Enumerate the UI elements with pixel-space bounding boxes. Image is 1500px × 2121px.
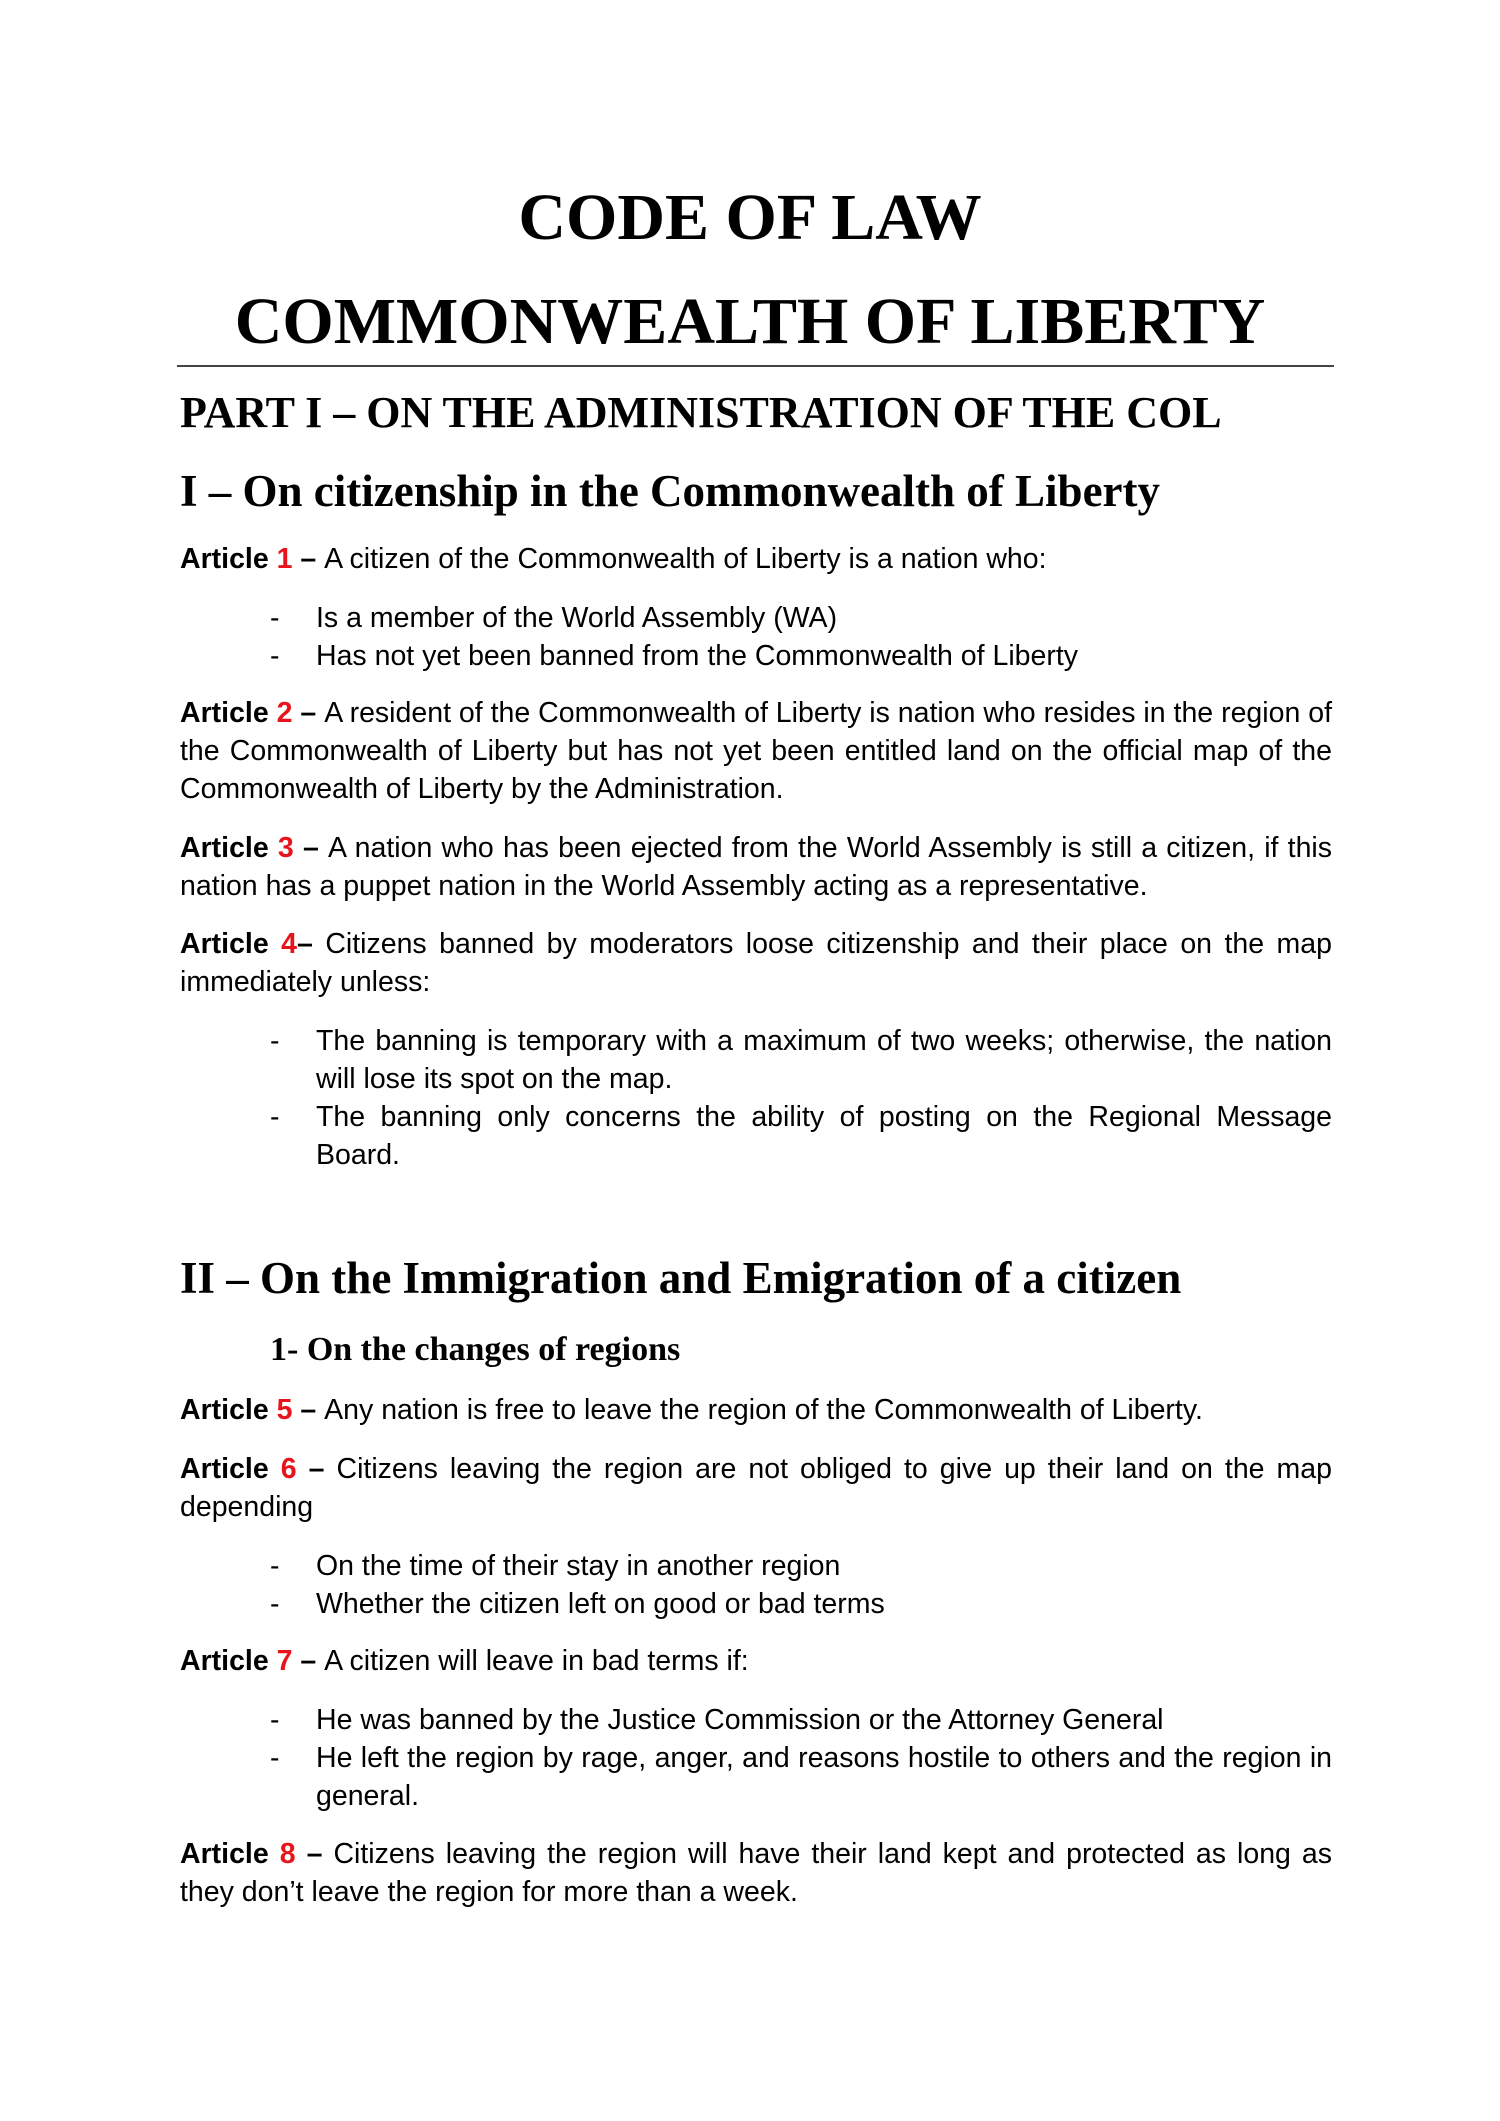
article-6-list (270, 1547, 1332, 1623)
article-sep: – (295, 1838, 334, 1870)
article-text: Citizens leaving the region will have their land kept and protected as long as they don’t leave the region for more than a week. (180, 1838, 1333, 1908)
section-heading-2: II – On the Immigration and Emigration of a citizen (180, 1253, 1182, 1303)
list-item-text: Whether the citizen left on good or bad terms (316, 1588, 885, 1620)
article-label: Article (180, 928, 269, 960)
article-label: Article (180, 832, 269, 864)
article-4 (180, 925, 1332, 1001)
dash-bullet: - (270, 640, 280, 672)
article-8 (180, 1835, 1332, 1911)
article-label: Article (180, 543, 269, 575)
article-number: 4 (281, 928, 298, 960)
article-text: Citizens banned by moderators loose citizenship and their place on the map immediately unless: (180, 928, 1332, 998)
dash-bullet: - (270, 1550, 280, 1582)
article-4-list (270, 1022, 1332, 1174)
title-divider (177, 365, 1334, 367)
article-number: 6 (280, 1453, 297, 1485)
article-text: A nation who has been ejected from the World Assembly is still a citizen, if this nation has a puppet nation in the World Assembly acting as a representative. (180, 832, 1333, 902)
list-item (270, 599, 1332, 637)
article-sep: – (296, 1453, 337, 1485)
part-heading: PART I – ON THE ADMINISTRATION OF THE COL (180, 388, 1222, 437)
dash-bullet: - (270, 1025, 280, 1057)
list-item (270, 1098, 1332, 1174)
article-sep: – (292, 1645, 325, 1677)
article-number: 8 (279, 1838, 296, 1870)
article-sep: – (293, 832, 329, 864)
article-label: Article (180, 697, 269, 729)
article-number: 1 (276, 543, 293, 575)
article-7-list (270, 1701, 1332, 1815)
article-6 (180, 1450, 1332, 1526)
article-sep: – (292, 543, 325, 575)
list-item-text: The banning only concerns the ability of posting on the Regional Message Board. (316, 1101, 1332, 1171)
list-item (270, 1547, 1332, 1585)
article-label: Article (180, 1394, 269, 1426)
subsection-heading: 1- On the changes of regions (270, 1331, 681, 1368)
dash-bullet: - (270, 1704, 280, 1736)
list-item (270, 1022, 1332, 1098)
document-subtitle: COMMONWEALTH OF LIBERTY (234, 285, 1266, 358)
article-number: 5 (276, 1394, 293, 1426)
article-sep: – (297, 928, 326, 960)
article-text: Any nation is free to leave the region of the Commonwealth of Liberty. (324, 1394, 1203, 1426)
article-sep: – (292, 1394, 325, 1426)
dash-bullet: - (270, 602, 280, 634)
article-number: 7 (276, 1645, 293, 1677)
article-number: 2 (276, 697, 293, 729)
article-text: A citizen of the Commonwealth of Liberty is a nation who: (324, 543, 1047, 575)
article-label: Article (180, 1453, 269, 1485)
list-item-text: He left the region by rage, anger, and reasons hostile to others and the region in general. (316, 1742, 1332, 1812)
list-item-text: On the time of their stay in another region (316, 1550, 841, 1582)
section-heading-1: I – On citizenship in the Commonwealth of Liberty (180, 466, 1161, 516)
dash-bullet: - (270, 1588, 280, 1620)
list-item (270, 1739, 1332, 1815)
dash-bullet: - (270, 1101, 280, 1133)
article-text: Citizens leaving the region are not obliged to give up their land on the map depending (180, 1453, 1332, 1523)
article-1-list (270, 599, 1332, 675)
list-item-text: The banning is temporary with a maximum of two weeks; otherwise, the nation will lose its spot on the map. (316, 1025, 1332, 1095)
article-7 (180, 1642, 1332, 1680)
article-1 (180, 540, 1332, 578)
article-label: Article (180, 1838, 269, 1870)
article-sep: – (292, 697, 325, 729)
dash-bullet: - (270, 1742, 280, 1774)
list-item (270, 1701, 1332, 1739)
article-3 (180, 829, 1332, 905)
list-item-text: Is a member of the World Assembly (WA) (316, 602, 838, 634)
article-text: A citizen will leave in bad terms if: (324, 1645, 749, 1677)
list-item (270, 1585, 1332, 1623)
article-number: 3 (277, 832, 294, 864)
article-2 (180, 694, 1332, 808)
article-text: A resident of the Commonwealth of Liberty is nation who resides in the region of the Commonwealth of Liberty but has not yet been entitled land on the official map of the Commonwealth of Liberty by the Administration. (180, 697, 1332, 805)
article-5 (180, 1391, 1332, 1429)
list-item-text: He was banned by the Justice Commission or the Attorney General (316, 1704, 1164, 1736)
article-label: Article (180, 1645, 269, 1677)
list-item-text: Has not yet been banned from the Commonwealth of Liberty (316, 640, 1079, 672)
list-item (270, 637, 1332, 675)
document-title: CODE OF LAW (518, 181, 982, 254)
